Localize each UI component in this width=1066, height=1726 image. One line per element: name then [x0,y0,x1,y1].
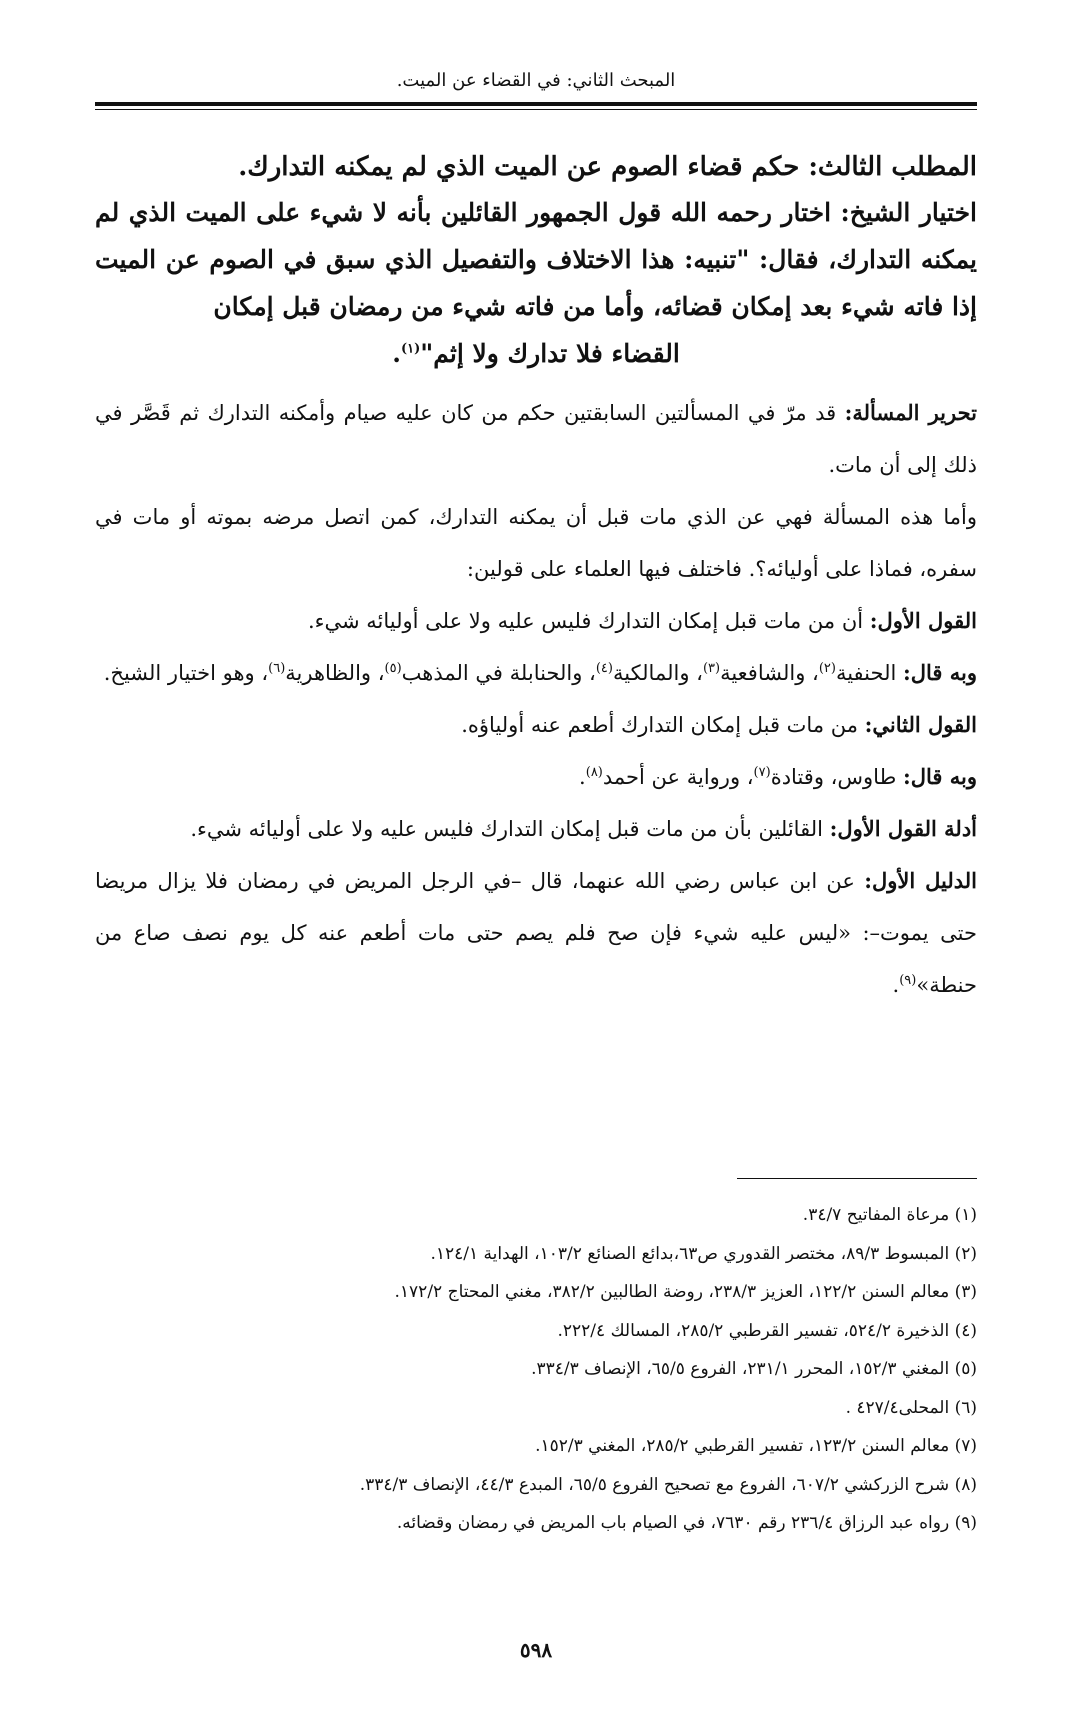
proof-one-paragraph [95,855,977,1011]
footnote-ref-5[interactable]: (٥) [384,661,402,676]
shaykh-choice-last-text: القضاء فلا تدارك ولا إثم" [420,339,680,368]
shaykh-choice-end: . [392,339,401,368]
footnote-item: (٢) المبسوط ٨٩/٣، مختصر القدوري ص٦٣،بدائع الصنائع ١٠٣/٢، الهداية ١٢٤/١. [430,1243,977,1264]
first-saying-text: أن من مات قبل إمكان التدارك فليس عليه ولا على أوليائه شيء. [307,609,870,633]
second-saying-label: القول الثاني: [864,712,977,737]
page-number: ٥٩٨ [519,1638,553,1662]
header-rule-thick [95,102,977,106]
header-rule-thin [95,109,977,110]
footnote-item: (٨) شرح الزركشي ٦٠٧/٢، الفروع مع تصحيح الفروع ٦٥/٥، المبدع ٤٤/٣، الإنصاف ٣٣٤/٣. [359,1474,977,1495]
footnote-item: (٩) رواه عبد الرزاق ٢٣٦/٤ رقم ٧٦٣٠، في الصيام باب المريض في رمضان وقضائه. [396,1513,977,1533]
evidence-first-paragraph [95,803,977,855]
issue-paragraph [95,491,977,595]
second-said-by-part: ، ورواية عن أحمد [602,765,754,789]
evidence-first-label: أدلة القول الأول: [829,816,977,841]
issue-text: وأما هذه المسألة فهي عن الذي مات قبل أن يمكنه التدارك، كمن اتصل مرضه بموته أو مات في سفره، فماذا على أوليائه؟. فاختلف فيها العلماء على قولين: [95,505,977,581]
section-title: المطلب الثالث: حكم قضاء الصوم عن الميت الذي لم يمكنه التدارك. [238,152,977,182]
footnote-separator [737,1178,977,1179]
shaykh-choice [95,189,977,377]
footnote-ref-6[interactable]: (٦) [268,661,286,676]
first-said-by-part: ، والظاهرية [285,661,385,685]
tahrir-text: قد مرّ في المسألتين السابقتين حكم من كان عليه صيام وأمكنه التدارك ثم قَصَّر في ذلك إلى أن مات. [95,401,977,477]
footnote-ref-2[interactable]: (٢) [818,661,836,676]
footnote-ref-7[interactable]: (٧) [753,765,771,780]
proof-one-text: عن ابن عباس رضي الله عنهما، قال –في الرجل المريض في رمضان فلا يزال مريضا حتى يموت–: «ليس عليه شيء فإن صح فلم يصم حتى مات أطعم عنه كل يوم نصف صاع من حنطة» [95,869,977,997]
evidence-first-text: القائلين بأن من مات قبل إمكان التدارك فليس عليه ولا على أوليائه شيء. [190,817,830,841]
second-saying-paragraph [95,699,977,751]
first-saying-paragraph [95,595,977,647]
footnote-ref-8[interactable]: (٨) [585,765,603,780]
document-page [95,0,977,1726]
footnote-ref-9[interactable]: (٩) [899,973,917,988]
proof-one-end: . [892,973,900,997]
footnote-item: (١) مرعاة المفاتيح ٣٤/٧. [802,1205,977,1225]
shaykh-choice-text: اختيار الشيخ: اختار رحمه الله قول الجمهور القائلين بأنه لا شيء على الميت الذي لم يمكنه التدارك، فقال: "تنبيه: هذا الاختلاف والتفصيل الذي سبق في الصوم عن الميت إذا فاته شيء بعد إمكان قضائه، وأما من فاته شيء من رمضان قبل إمكان [95,198,977,321]
footnote-ref-1[interactable]: (١) [400,341,421,357]
second-said-by-label: وبه قال: [902,764,977,789]
shaykh-choice-last-line [95,330,977,377]
first-said-by-part: ، والشافعية [720,661,819,685]
footnote-item: (٤) الذخيرة ٥٢٤/٢، تفسير القرطبي ٢٨٥/٢، المسالك ٢٢٢/٤. [557,1320,977,1341]
first-said-by-part: ، والمالكية [612,661,703,685]
footnote-ref-3[interactable]: (٣) [702,661,721,676]
first-said-by-paragraph [95,647,977,699]
second-said-by-paragraph [95,751,977,803]
proof-one-label: الدليل الأول: [864,868,977,893]
tahrir-label: تحرير المسألة: [844,400,977,425]
second-said-by-part: طاوس، وقتادة [770,765,903,789]
first-said-by-part: الحنفية [835,661,903,685]
footnote-item: (٣) معالم السنن ١٢٢/٢، العزيز ٢٣٨/٣، روضة الطالبين ٣٨٢/٢، مغني المحتاج ١٧٢/٢. [394,1282,977,1302]
running-head: المبحث الثاني: في القضاء عن الميت. [396,70,676,91]
main-text [95,145,977,1011]
first-said-by-part: ، والحنابلة في المذهب [401,661,596,685]
second-saying-text: من مات قبل إمكان التدارك أطعم عنه أولياؤه. [461,713,865,737]
footnote-item: (٧) معالم السنن ١٢٣/٢، تفسير القرطبي ٢٨٥/٢، المغني ١٥٢/٣. [535,1436,977,1456]
footnote-ref-4[interactable]: (٤) [595,661,613,676]
footnote-item: (٦) المحلى٤٢٧/٤ . [845,1397,977,1418]
second-said-by-part: . [579,765,586,789]
first-said-by-part: ، وهو اختيار الشيخ. [103,661,269,685]
footnotes-list [95,1196,977,1543]
footnote-item: (٥) المغني ١٥٢/٣، المحرر ٢٣١/١، الفروع ٦٥/٥، الإنصاف ٣٣٤/٣. [531,1359,977,1379]
tahrir-paragraph [95,387,977,491]
first-saying-label: القول الأول: [869,608,977,633]
first-said-by-label: وبه قال: [902,660,977,685]
